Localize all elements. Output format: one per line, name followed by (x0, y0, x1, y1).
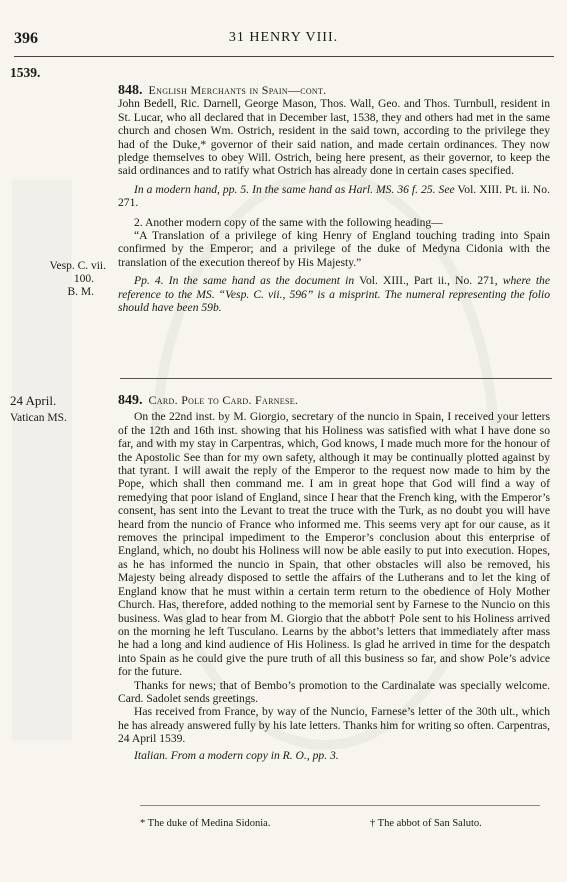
entry-849-number: 849. (118, 393, 143, 408)
margin-ref2: Vatican MS. (10, 412, 67, 424)
page-number: 396 (14, 30, 38, 47)
entry-848-para2: 2. Another modern copy of the same with the following heading— (134, 215, 443, 229)
margin-ref1 (10, 260, 106, 299)
entry-848-note2-a: Pp. 4. In the same hand as the document in (134, 274, 355, 288)
footnote-rule (140, 805, 540, 806)
entry-849-para2: Thanks for news; that of Bembo’s promotion to the Cardinalate was specially welcome. Card. Sadolet sends greetings. (118, 678, 550, 705)
section-rule (120, 378, 552, 379)
entry-848-note2 (118, 274, 550, 314)
running-title: 31 HENRY VIII. (228, 30, 339, 45)
entry-848-heading (118, 84, 550, 97)
entry-848-note1-italic: In a modern hand, pp. 5. In the same hand as Harl. MS. 36 f. 25. See (134, 182, 455, 196)
entry-848-title: English Merchants in Spain—cont. (148, 83, 327, 97)
entry-848-note2-b: Vol. XIII., Part ii., No. 271, (359, 274, 498, 288)
margin-ref1-b: 100. (73, 273, 94, 285)
margin-year: 1539. (10, 65, 41, 80)
entry-848-note1-ref: Vol. XIII. Pt. ii. No. 271. (118, 182, 550, 210)
entry-848-para1: John Bedell, Ric. Darnell, George Mason, Thos. Wall, Geo. and Thos. Turnbull, resident in St. Lucar, who all declared that in December last, 1538, they and others had met in the same church and chosen Wm. Ostrich, resident in the said town, according to the privilege they had of the Duke,* governor of their said nation, and made certain ordinances. They now pledge themselves to obey Will. Ostrich, being here present, as their governor, to keep the said ordinances and to ratify what Ostrich has already done in certain cases specified. (118, 97, 550, 178)
entry-849-heading (118, 394, 550, 407)
entry-849-title: Card. Pole to Card. Farnese. (148, 393, 299, 407)
header-rule (14, 56, 554, 57)
entry-849-note: Italian. From a modern copy in R. O., pp. 3. (134, 748, 339, 762)
entry-848 (118, 84, 550, 315)
margin-date: 24 April. (10, 393, 57, 408)
entry-849-para3: Has received from France, by way of the Nuncio, Farnese’s letter of the 30th ult., which he has already answered fully by his late letters. Thanks him for writing so often. Carpentras, 24 April 1539. (118, 705, 550, 746)
entry-848-note1 (118, 183, 550, 210)
entry-849 (118, 394, 550, 762)
margin-ref1-a: Vesp. C. vii. (49, 260, 106, 272)
entry-849-para1: On the 22nd inst. by M. Giorgio, secretary of the nuncio in Spain, I received your letters of the 12th and 16th inst. showing that his Holiness was satisfied with what I have done so far, and with my stay in Carpentras, which, God knows, I made much more for the honour of the Apostolic See than for my own safety, although it may be continually plotted against by that tyrant. I will await the reply of the Emperor to the request now made to him by the Pope, which shall then command me. I am in great hope that God will find a way of remedying that poor island of England, since I hear that the French king, with the Emperor’s consent, has sent into the Levant to treat the truce with the Turk, as no doubt you will have heard from the nuncio of France who informed me. This seems very apt for our cause, as it removes the principal impediment to the Emperor’s conclusion about this enterprise of England, which, no doubt his Holiness will now be able easily to put into execution. Hopes, as he has informed the nuncio in Spain, that other obstacles will also be removed, his Majesty being already disposed to settle the affairs of the Lutherans and to let the king of England know that he must within a certain term return to the obedience of Holy Mother Church. Has, therefore, added nothing to the memorial sent by Farnese to the Nuncio on this business. Was glad to hear from M. Giorgio that the abbot† Pole sent to his Holiness arrived on the morning he left Tusculano. Learns by the abbot’s letters that immediately after mass he had a long and kind audience of His Holiness. Is glad he arrived in time for the despatch into Spain as he could give the pure truth of all this business so far, and show Pole’s advice for the future. (118, 410, 550, 679)
footnote-1: * The duke of Medina Sidonia. (140, 818, 271, 829)
entry-848-number: 848. (118, 83, 143, 98)
entry-848-quote: “A Translation of a privilege of king Henry of England touching trading into Spain confirmed by the Emperor; and a privilege of the duke of Medyna Cidonia with the translation of the execution thereof by His Majesty.” (118, 229, 550, 269)
margin-ref1-c: B. M. (67, 286, 94, 298)
entry-848-note2-c: where the reference to the MS. “Vesp. C. vii., 596” is a misprint. The numeral representing the folio should have been 59b. (118, 274, 550, 315)
footnote-2: † The abbot of San Saluto. (370, 818, 482, 829)
page-header (0, 30, 567, 50)
